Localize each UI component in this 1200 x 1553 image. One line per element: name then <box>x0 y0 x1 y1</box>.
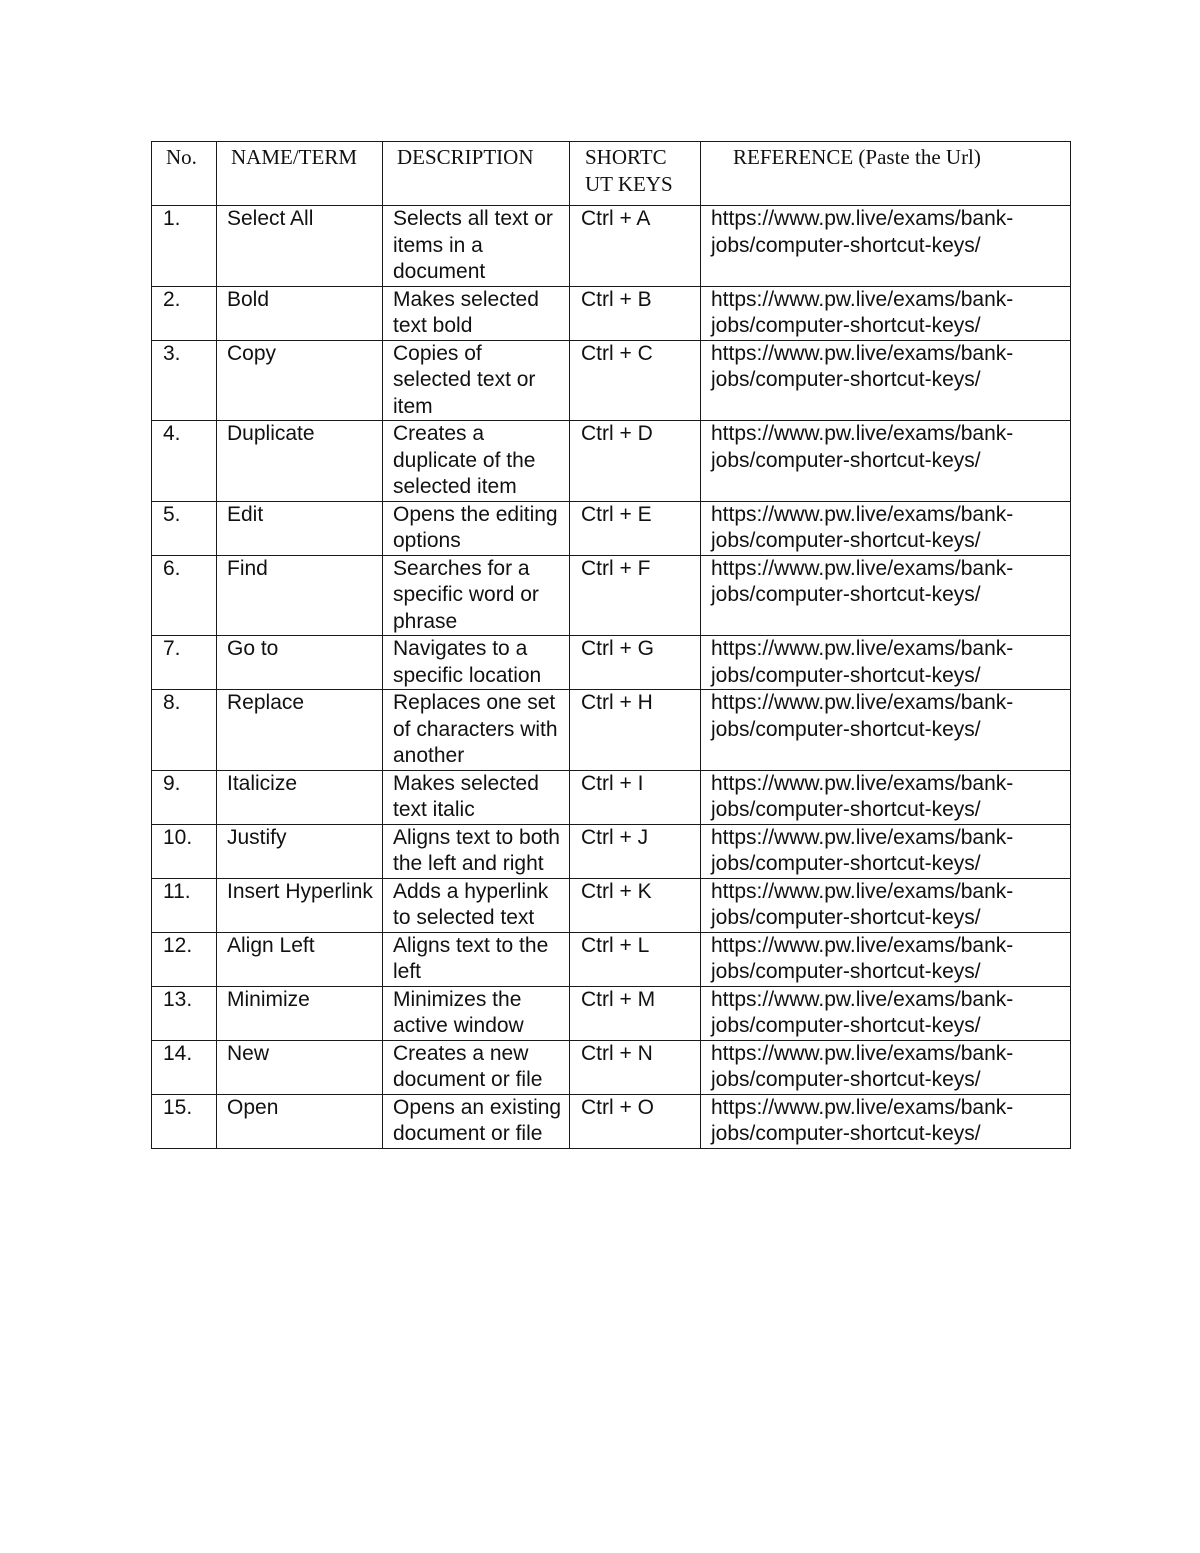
reference-url: https://www.pw.live/exams/bank-jobs/computer-shortcut-keys/ <box>701 770 1071 824</box>
row-number: 8. <box>152 690 217 771</box>
table-row <box>152 636 1071 690</box>
reference-url: https://www.pw.live/exams/bank-jobs/computer-shortcut-keys/ <box>701 690 1071 771</box>
term-name: Italicize <box>217 770 383 824</box>
table-row <box>152 1040 1071 1094</box>
term-name: Replace <box>217 690 383 771</box>
reference-url: https://www.pw.live/exams/bank-jobs/computer-shortcut-keys/ <box>701 878 1071 932</box>
header-shortcut-keys-line2: UT KEYS <box>585 172 673 196</box>
shortcut-keys: Ctrl + K <box>570 878 701 932</box>
shortcut-keys: Ctrl + I <box>570 770 701 824</box>
term-description: Replaces one set of characters with another <box>383 690 570 771</box>
term-description: Opens the editing options <box>383 501 570 555</box>
header-shortcut-keys <box>570 142 701 206</box>
term-name: Select All <box>217 206 383 287</box>
term-description: Creates a new document or file <box>383 1040 570 1094</box>
row-number: 5. <box>152 501 217 555</box>
table-row <box>152 770 1071 824</box>
term-name: Go to <box>217 636 383 690</box>
table-row <box>152 206 1071 287</box>
shortcut-keys: Ctrl + M <box>570 986 701 1040</box>
term-name: Align Left <box>217 932 383 986</box>
header-name-term: NAME/TERM <box>217 142 383 206</box>
shortcut-keys: Ctrl + H <box>570 690 701 771</box>
term-name: Open <box>217 1094 383 1148</box>
reference-url: https://www.pw.live/exams/bank-jobs/computer-shortcut-keys/ <box>701 501 1071 555</box>
term-name: New <box>217 1040 383 1094</box>
term-name: Find <box>217 555 383 636</box>
shortcut-keys: Ctrl + A <box>570 206 701 287</box>
term-description: Aligns text to the left <box>383 932 570 986</box>
row-number: 12. <box>152 932 217 986</box>
row-number: 3. <box>152 340 217 421</box>
term-description: Creates a duplicate of the selected item <box>383 421 570 502</box>
table-row <box>152 878 1071 932</box>
shortcut-keys-table <box>151 141 1071 1149</box>
shortcut-keys: Ctrl + L <box>570 932 701 986</box>
shortcut-keys: Ctrl + G <box>570 636 701 690</box>
shortcut-keys: Ctrl + E <box>570 501 701 555</box>
row-number: 11. <box>152 878 217 932</box>
row-number: 6. <box>152 555 217 636</box>
term-name: Justify <box>217 824 383 878</box>
header-shortcut-keys-line1: SHORTC <box>585 145 667 169</box>
table-row <box>152 1094 1071 1148</box>
reference-url: https://www.pw.live/exams/bank-jobs/computer-shortcut-keys/ <box>701 340 1071 421</box>
reference-url: https://www.pw.live/exams/bank-jobs/computer-shortcut-keys/ <box>701 206 1071 287</box>
term-description: Makes selected text italic <box>383 770 570 824</box>
table-row <box>152 555 1071 636</box>
term-description: Aligns text to both the left and right <box>383 824 570 878</box>
term-name: Duplicate <box>217 421 383 502</box>
table-row <box>152 340 1071 421</box>
shortcut-keys: Ctrl + O <box>570 1094 701 1148</box>
row-number: 4. <box>152 421 217 502</box>
reference-url: https://www.pw.live/exams/bank-jobs/computer-shortcut-keys/ <box>701 1040 1071 1094</box>
reference-url: https://www.pw.live/exams/bank-jobs/computer-shortcut-keys/ <box>701 824 1071 878</box>
term-name: Copy <box>217 340 383 421</box>
row-number: 2. <box>152 286 217 340</box>
row-number: 14. <box>152 1040 217 1094</box>
table-body <box>152 206 1071 1149</box>
shortcut-keys: Ctrl + J <box>570 824 701 878</box>
header-reference: REFERENCE (Paste the Url) <box>701 142 1071 206</box>
shortcut-keys: Ctrl + C <box>570 340 701 421</box>
term-description: Adds a hyperlink to selected text <box>383 878 570 932</box>
reference-url: https://www.pw.live/exams/bank-jobs/computer-shortcut-keys/ <box>701 1094 1071 1148</box>
term-name: Minimize <box>217 986 383 1040</box>
shortcut-keys: Ctrl + N <box>570 1040 701 1094</box>
row-number: 1. <box>152 206 217 287</box>
table-row <box>152 986 1071 1040</box>
table-row <box>152 824 1071 878</box>
term-description: Selects all text or items in a document <box>383 206 570 287</box>
reference-url: https://www.pw.live/exams/bank-jobs/computer-shortcut-keys/ <box>701 286 1071 340</box>
table-row <box>152 286 1071 340</box>
term-description: Makes selected text bold <box>383 286 570 340</box>
table-row <box>152 932 1071 986</box>
shortcut-keys: Ctrl + B <box>570 286 701 340</box>
header-description: DESCRIPTION <box>383 142 570 206</box>
shortcut-keys: Ctrl + D <box>570 421 701 502</box>
term-description: Minimizes the active window <box>383 986 570 1040</box>
row-number: 9. <box>152 770 217 824</box>
term-name: Bold <box>217 286 383 340</box>
term-description: Searches for a specific word or phrase <box>383 555 570 636</box>
reference-url: https://www.pw.live/exams/bank-jobs/computer-shortcut-keys/ <box>701 421 1071 502</box>
row-number: 7. <box>152 636 217 690</box>
row-number: 15. <box>152 1094 217 1148</box>
shortcut-keys: Ctrl + F <box>570 555 701 636</box>
header-no: No. <box>152 142 217 206</box>
term-name: Edit <box>217 501 383 555</box>
term-name: Insert Hyperlink <box>217 878 383 932</box>
term-description: Navigates to a specific location <box>383 636 570 690</box>
term-description: Opens an existing document or file <box>383 1094 570 1148</box>
table-header-row <box>152 142 1071 206</box>
row-number: 13. <box>152 986 217 1040</box>
reference-url: https://www.pw.live/exams/bank-jobs/computer-shortcut-keys/ <box>701 636 1071 690</box>
table-row <box>152 501 1071 555</box>
table-row <box>152 421 1071 502</box>
term-description: Copies of selected text or item <box>383 340 570 421</box>
table-row <box>152 690 1071 771</box>
reference-url: https://www.pw.live/exams/bank-jobs/computer-shortcut-keys/ <box>701 932 1071 986</box>
reference-url: https://www.pw.live/exams/bank-jobs/computer-shortcut-keys/ <box>701 986 1071 1040</box>
reference-url: https://www.pw.live/exams/bank-jobs/computer-shortcut-keys/ <box>701 555 1071 636</box>
row-number: 10. <box>152 824 217 878</box>
